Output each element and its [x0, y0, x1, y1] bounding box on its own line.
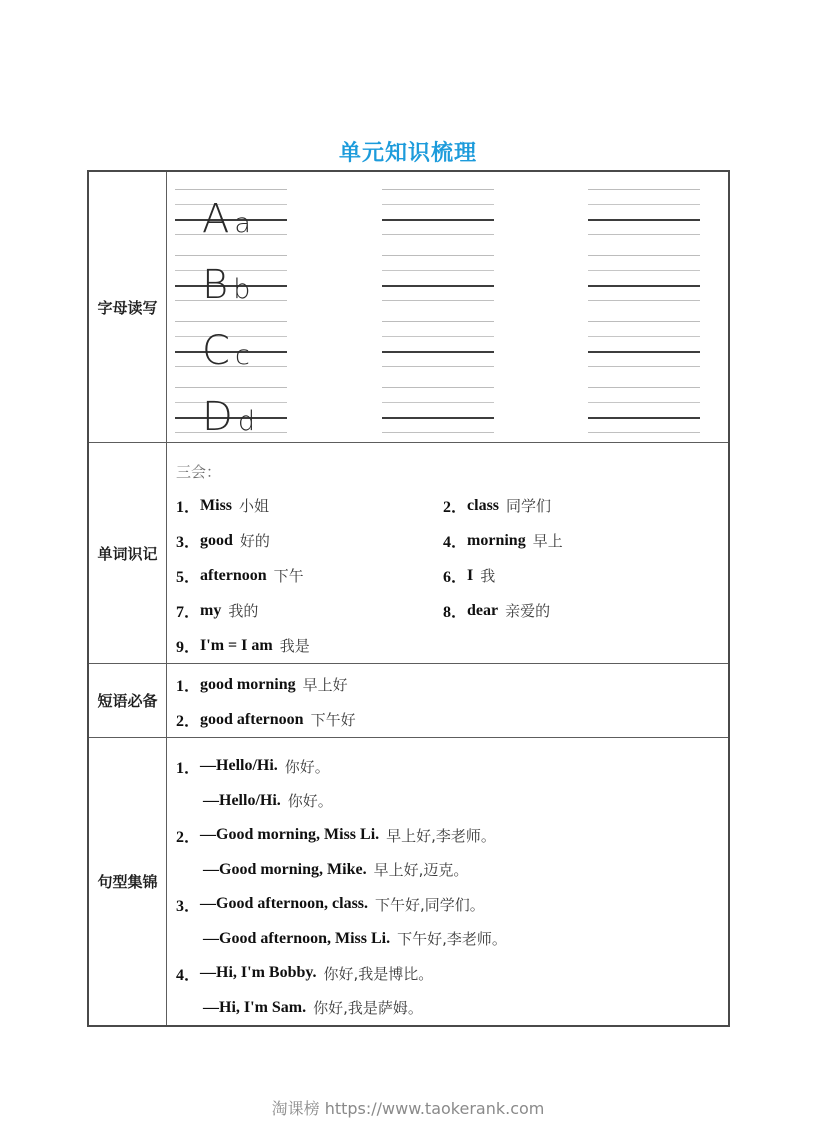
- sentence-english: —Hello/Hi.: [203, 791, 281, 809]
- word-english: class: [467, 496, 500, 514]
- handwriting-staff-blank: [588, 321, 700, 367]
- word-english: I: [467, 566, 474, 584]
- row-label-words: 单词识记: [89, 443, 167, 663]
- small-letter: b: [233, 274, 251, 305]
- word-english: good: [200, 531, 233, 549]
- words-intro: 三会：: [176, 463, 222, 481]
- stave-column-practice-2: [588, 189, 700, 453]
- sentence-chinese: 你好。: [287, 792, 333, 811]
- word-number: 5．: [176, 569, 201, 586]
- sentence-number: 4．: [176, 966, 201, 984]
- sentence-chinese: 你好,我是博比。: [323, 964, 434, 983]
- capital-letter: A: [202, 196, 230, 242]
- word-number: 2．: [443, 499, 468, 516]
- handwriting-staff-blank: [382, 189, 494, 235]
- word-number: 3．: [176, 534, 201, 551]
- word-english: morning: [467, 531, 526, 549]
- phrase-item: [176, 702, 728, 737]
- capital-letter: C: [202, 328, 230, 374]
- sentence-number: 2．: [176, 828, 201, 846]
- word-english: Miss: [200, 496, 233, 514]
- word-chinese: 下午: [273, 567, 304, 585]
- word-chinese: 同学们: [506, 497, 552, 515]
- sentence-english: —Good morning, Miss Li.: [200, 826, 380, 844]
- sentence-line: [176, 818, 728, 853]
- sentence-chinese: 早上好,李老师。: [386, 826, 496, 845]
- small-letter: d: [237, 406, 255, 437]
- sentence-chinese: 早上好,迈克。: [373, 861, 469, 880]
- row-label-phrases: 短语必备: [89, 664, 167, 737]
- page-title: 单元知识梳理: [338, 141, 477, 166]
- sentence-line: [176, 991, 728, 1026]
- sentence-chinese: 你好。: [284, 757, 330, 776]
- sentence-english: —Hi, I'm Sam.: [203, 998, 307, 1016]
- letters-content: [167, 172, 728, 442]
- word-number: 9．: [176, 639, 201, 656]
- letter-pair-Dd: [202, 394, 255, 440]
- word-english: dear: [467, 601, 499, 619]
- table-row-letters: [89, 172, 728, 443]
- sentence-line: [176, 887, 728, 922]
- word-item: [176, 628, 443, 663]
- word-grid: [176, 488, 728, 663]
- sentence-chinese: 你好,我是萨姆。: [313, 999, 423, 1018]
- sentence-chinese: 下午好,李老师。: [397, 930, 507, 949]
- table-row-sentences: [89, 738, 728, 1025]
- handwriting-staff-blank: [382, 255, 494, 301]
- phrases-content: [167, 664, 728, 737]
- handwriting-staff-blank: [588, 189, 700, 235]
- word-chinese: 我的: [228, 602, 259, 620]
- word-item: [176, 558, 443, 593]
- word-item: [443, 488, 728, 523]
- word-english: afternoon: [200, 566, 267, 584]
- word-item: [176, 488, 443, 523]
- phrase-item: [176, 667, 728, 702]
- handwriting-staff-Aa: [175, 189, 287, 242]
- small-letter: a: [234, 208, 251, 239]
- handwriting-staff-Bb: [175, 255, 287, 308]
- row-label-letters: 字母读写: [89, 172, 167, 442]
- sentence-number: 1．: [176, 759, 201, 777]
- sentence-line: [176, 956, 728, 991]
- word-number: 1．: [176, 499, 201, 516]
- phrase-number: 2．: [176, 713, 201, 730]
- word-number: 6．: [443, 569, 468, 586]
- sentence-english: —Hi, I'm Bobby.: [200, 964, 317, 982]
- word-chinese: 好的: [239, 532, 270, 550]
- word-chinese: 我: [480, 567, 496, 585]
- sentence-line: [176, 853, 728, 888]
- letter-pair-Aa: [202, 196, 251, 242]
- word-item: [443, 593, 728, 628]
- table-row-phrases: [89, 664, 728, 738]
- word-number: 4．: [443, 534, 468, 551]
- word-chinese: 亲爱的: [505, 602, 551, 620]
- handwriting-staff-Dd: [175, 387, 287, 440]
- stave-column-practice-1: [382, 189, 494, 453]
- phrase-number: 1．: [176, 678, 201, 695]
- capital-letter: D: [202, 394, 233, 440]
- word-english: I'm = I am: [200, 636, 273, 654]
- word-item: [176, 593, 443, 628]
- capital-letter: B: [202, 262, 229, 308]
- words-content: [167, 443, 728, 663]
- word-number: 7．: [176, 604, 201, 621]
- knowledge-table: [87, 170, 730, 1027]
- sentences-content: [167, 738, 728, 1025]
- small-letter: c: [234, 340, 250, 371]
- handwriting-staff-blank: [382, 321, 494, 367]
- sentence-english: —Hello/Hi.: [200, 757, 278, 775]
- sentence-english: —Good afternoon, class.: [200, 895, 369, 913]
- phrase-english: good morning: [200, 675, 296, 693]
- sentence-line: [176, 784, 728, 819]
- letter-pair-Cc: [202, 328, 250, 374]
- letter-pair-Bb: [202, 262, 251, 308]
- site-footer: 淘课榜 https://www.taokerank.com: [271, 1099, 545, 1118]
- row-label-sentences: 句型集锦: [89, 738, 167, 1025]
- phrase-chinese: 下午好: [310, 711, 356, 729]
- sentence-english: —Good morning, Mike.: [203, 860, 367, 878]
- handwriting-staff-Cc: [175, 321, 287, 374]
- word-item: [443, 558, 728, 593]
- word-item: [176, 523, 443, 558]
- phrase-chinese: 早上好: [302, 676, 348, 694]
- word-number: 8．: [443, 604, 468, 621]
- staves-wrap: [167, 172, 728, 453]
- stave-column-letters: [175, 189, 287, 453]
- handwriting-staff-blank: [588, 255, 700, 301]
- sentence-chinese: 下午好,同学们。: [375, 895, 485, 914]
- sentence-english: —Good afternoon, Miss Li.: [203, 929, 391, 947]
- word-item: [443, 523, 728, 558]
- handwriting-staff-blank: [588, 387, 700, 433]
- sentence-line: [176, 922, 728, 957]
- word-english: my: [200, 601, 222, 619]
- sentence-number: 3．: [176, 897, 201, 915]
- word-chinese: 小姐: [239, 497, 270, 515]
- phrase-english: good afternoon: [200, 710, 304, 728]
- handwriting-staff-blank: [382, 387, 494, 433]
- word-chinese: 我是: [279, 637, 310, 655]
- table-row-words: [89, 443, 728, 664]
- word-chinese: 早上: [532, 532, 563, 550]
- sentence-line: [176, 749, 728, 784]
